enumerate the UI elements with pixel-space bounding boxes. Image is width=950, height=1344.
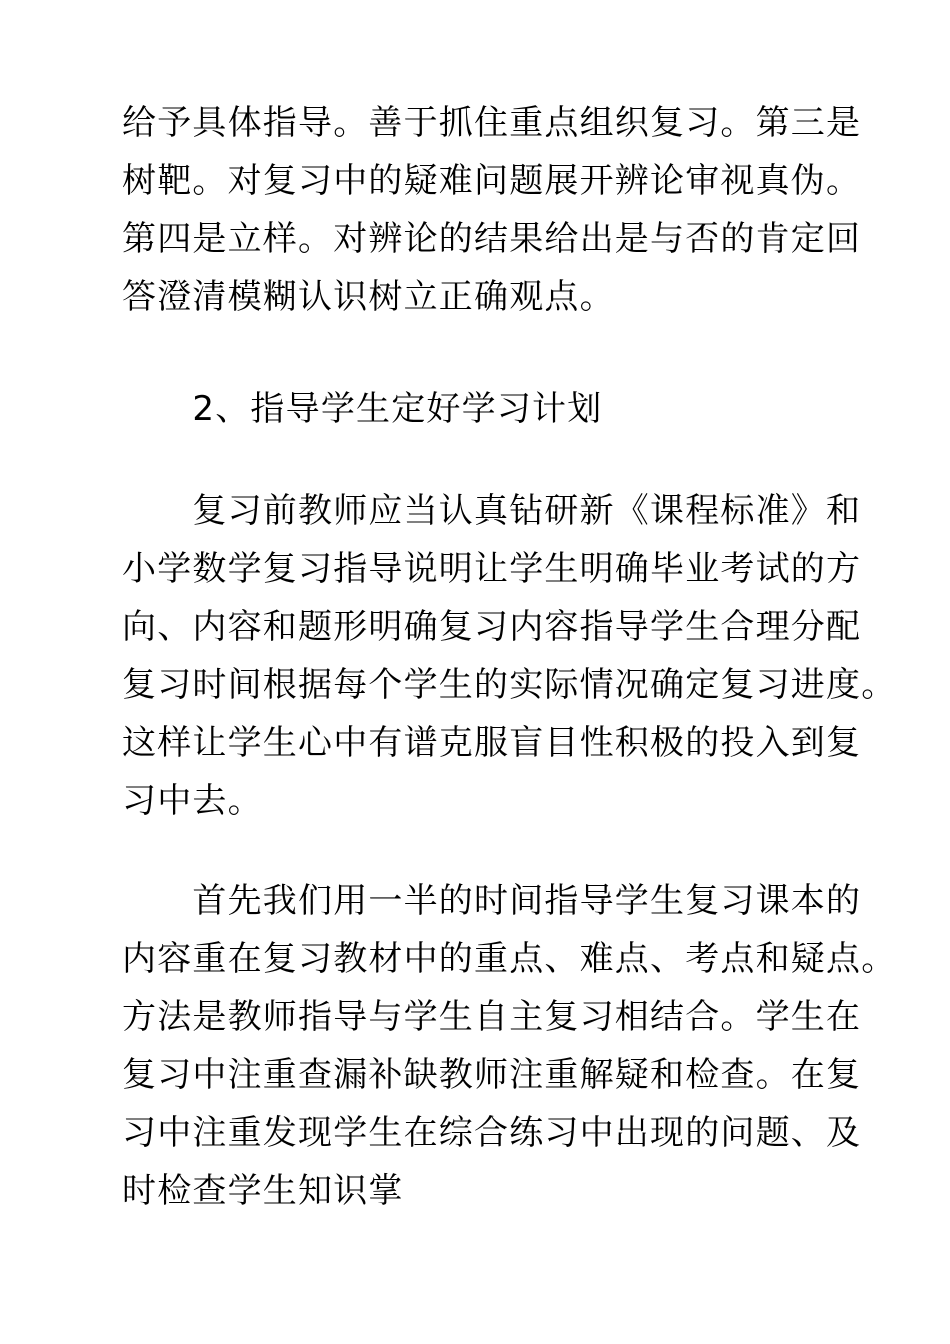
text-line: 时检查学生知识掌	[122, 1171, 404, 1211]
text-line: 首先我们用一半的时间指导学生复习课本的	[122, 881, 862, 921]
paragraph-study-plan	[122, 482, 902, 830]
text-line: 复习前教师应当认真钻研新《课程标准》和	[122, 491, 862, 531]
text-line: 习中去。	[122, 781, 263, 821]
text-line: 习中注重发现学生在综合练习中出现的问题、及	[122, 1113, 862, 1153]
text-line: 内容重在复习教材中的重点、难点、考点和疑点。	[122, 939, 897, 979]
text-line: 方法是教师指导与学生自主复习相结合。学生在	[122, 997, 862, 1037]
text-line: 复习时间根据每个学生的实际情况确定复习进度。	[122, 665, 897, 705]
text-line: 答澄清模糊认识树立正确观点。	[122, 277, 615, 317]
text-line: 树靶。对复习中的疑难问题展开辨论审视真伪。	[122, 161, 862, 201]
text-line: 这样让学生心中有谱克服盲目性积极的投入到复	[122, 723, 862, 763]
heading-text: 2、指导学生定好学习计划	[122, 389, 603, 429]
section-heading	[122, 380, 902, 438]
paragraph-review-method	[122, 872, 902, 1220]
text-line: 小学数学复习指导说明让学生明确毕业考试的方	[122, 549, 862, 589]
text-line: 第四是立样。对辨论的结果给出是与否的肯定回	[122, 219, 862, 259]
text-line: 复习中注重查漏补缺教师注重解疑和检查。在复	[122, 1055, 862, 1095]
text-line: 给予具体指导。善于抓住重点组织复习。第三是	[122, 103, 862, 143]
paragraph-review-steps	[122, 94, 902, 326]
text-line: 向、内容和题形明确复习内容指导学生合理分配	[122, 607, 862, 647]
